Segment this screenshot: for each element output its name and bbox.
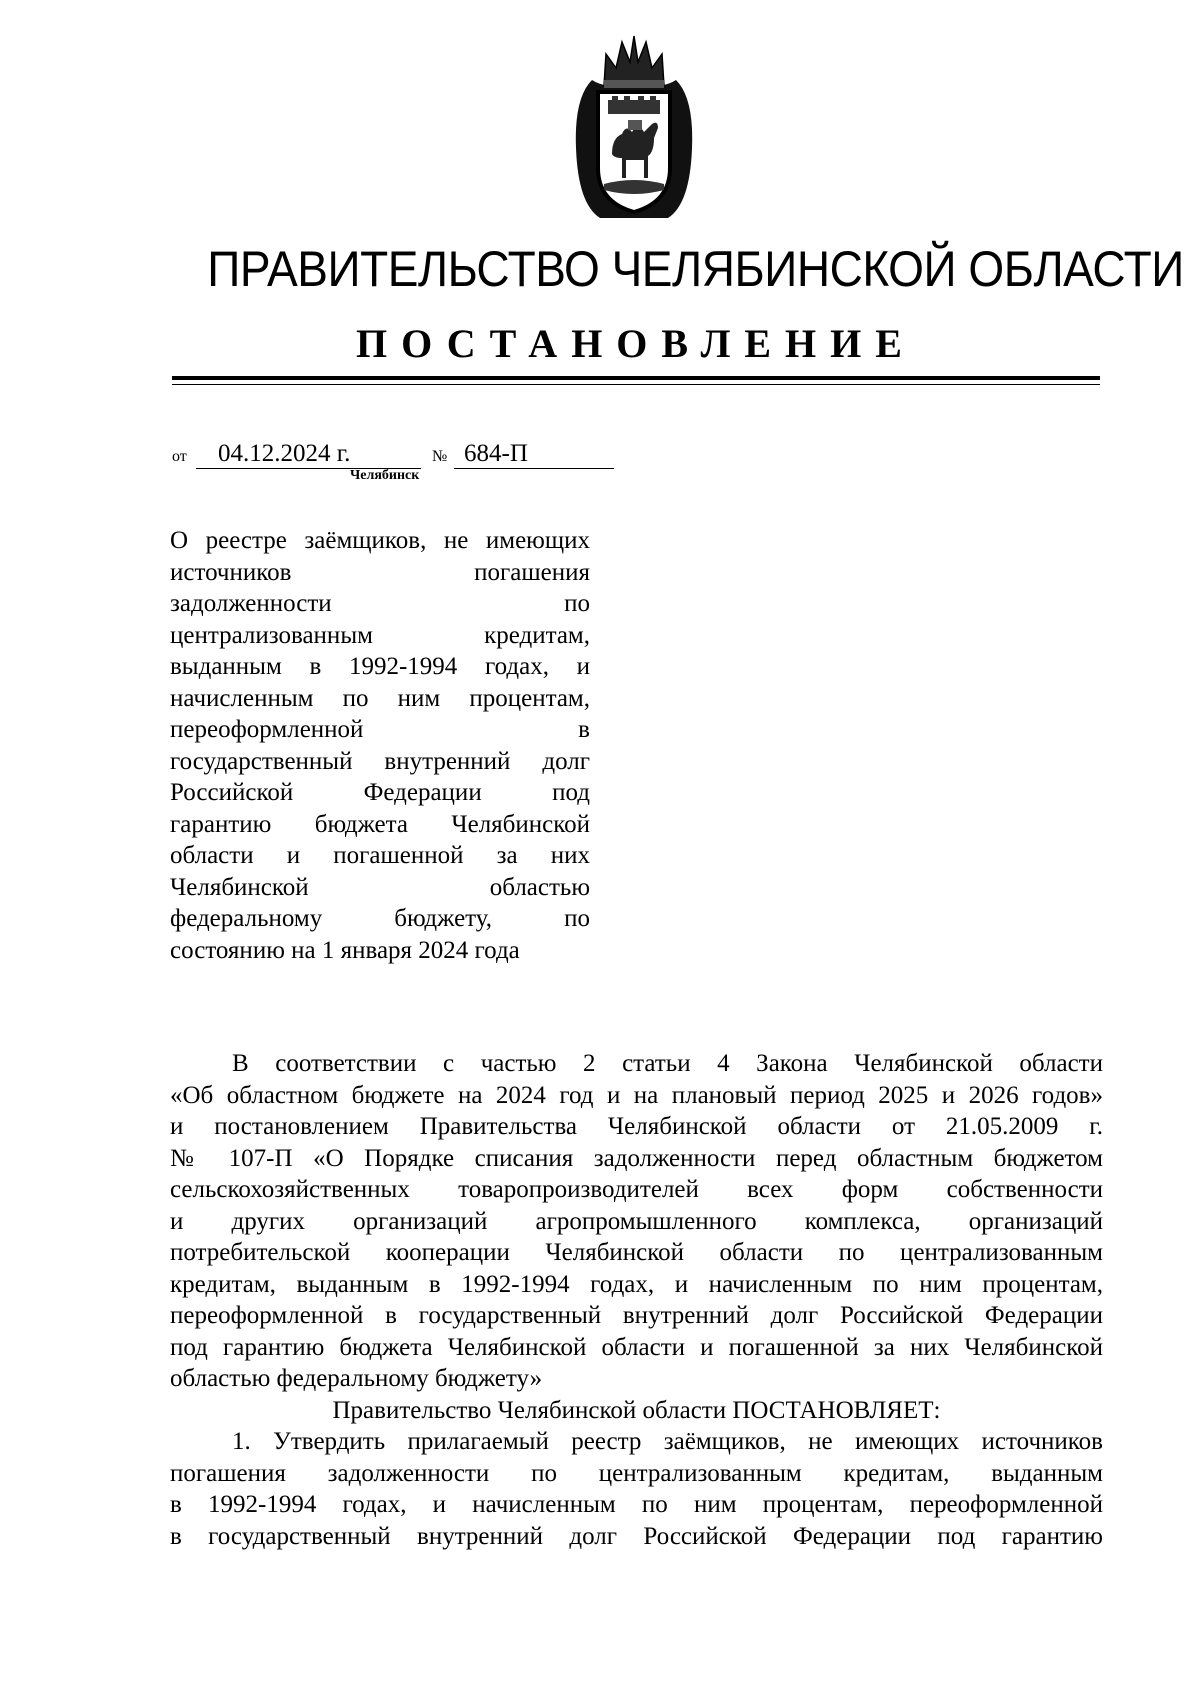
resolves-line: Правительство Челябинской области ПОСТАНОВЛЯЕТ: xyxy=(332,1396,941,1424)
city-name: Челябинск xyxy=(350,468,420,483)
preamble-line: «Об областном бюджете на 2024 год и на плановый период 2025 и 2026 годов» xyxy=(170,1081,1103,1109)
preamble-line: № 107-П «О Порядке списания задолженности перед областным бюджетом xyxy=(170,1144,1103,1172)
subject-line: переоформленной в xyxy=(170,716,590,743)
header-divider-thin xyxy=(172,384,1100,385)
preamble-line: под гарантию бюджета Челябинской области и погашенной за них Челябинской xyxy=(170,1333,1103,1361)
item-1-line: в 1992-1994 годах, и начисленным по ним процентам, переоформленной xyxy=(170,1491,1103,1518)
subject-line: О реестре заёмщиков, не имеющих xyxy=(170,527,590,554)
item-1-line: в государственный внутренний долг Российской Федерации под гарантию xyxy=(170,1522,1103,1550)
preamble-line: и постановлением Правительства Челябинской области от 21.05.2009 г. xyxy=(170,1113,1103,1140)
number-prefix: № xyxy=(432,448,448,465)
document-date: 04.12.2024 г. xyxy=(218,440,351,467)
subject-line: выданным в 1992-1994 годах, и xyxy=(170,653,590,680)
subject-line: начисленным по ним процентам, xyxy=(170,684,590,712)
document-body xyxy=(170,1048,1103,1552)
preamble-line: В соответствии с частью 2 статьи 4 Закона Челябинской области xyxy=(232,1050,1103,1077)
subject-line: Российской Федерации под xyxy=(170,779,590,806)
document-subject xyxy=(170,525,590,966)
subject-line: Челябинской областью xyxy=(170,873,590,901)
date-number-line xyxy=(172,440,612,470)
subject-line: области и погашенной за них xyxy=(170,842,590,869)
subject-line: задолженности по xyxy=(170,590,590,617)
preamble-line: сельскохозяйственных товаропроизводителей всех форм собственности xyxy=(170,1176,1103,1203)
government-title: ПРАВИТЕЛЬСТВО ЧЕЛЯБИНСКОЙ ОБЛАСТИ xyxy=(207,241,1184,297)
preamble-line: кредитам, выданным в 1992-1994 годах, и начисленным по ним процентам, xyxy=(170,1270,1103,1298)
subject-line: состоянию на 1 января 2024 года xyxy=(170,936,520,964)
document-type-title: ПОСТАНОВЛЕНИЕ xyxy=(356,321,916,366)
number-underline xyxy=(454,468,614,469)
subject-line: централизованным кредитам, xyxy=(170,621,590,649)
subject-line: государственный внутренний долг xyxy=(170,747,590,775)
preamble-line: потребительской кооперации Челябинской области по централизованным xyxy=(170,1239,1103,1266)
subject-line: гарантию бюджета Челябинской xyxy=(170,810,590,838)
preamble-line: и других организаций агропромышленного комплекса, организаций xyxy=(170,1207,1103,1235)
document-number: 684-П xyxy=(464,440,528,467)
item-1-line: погашения задолженности по централизованным кредитам, выданным xyxy=(170,1459,1103,1487)
preamble-line: областью федеральному бюджету» xyxy=(170,1365,543,1392)
header-divider-thick xyxy=(172,376,1100,380)
item-1-line: 1. Утвердить прилагаемый реестр заёмщиков, не имеющих источников xyxy=(232,1428,1103,1455)
subject-line: источников погашения xyxy=(170,558,590,586)
chelyabinsk-coat-of-arms-emblem xyxy=(568,28,700,226)
date-prefix: от xyxy=(172,448,187,465)
subject-line: федеральному бюджету, по xyxy=(170,905,590,932)
preamble-line: переоформленной в государственный внутренний долг Российской Федерации xyxy=(170,1302,1103,1329)
